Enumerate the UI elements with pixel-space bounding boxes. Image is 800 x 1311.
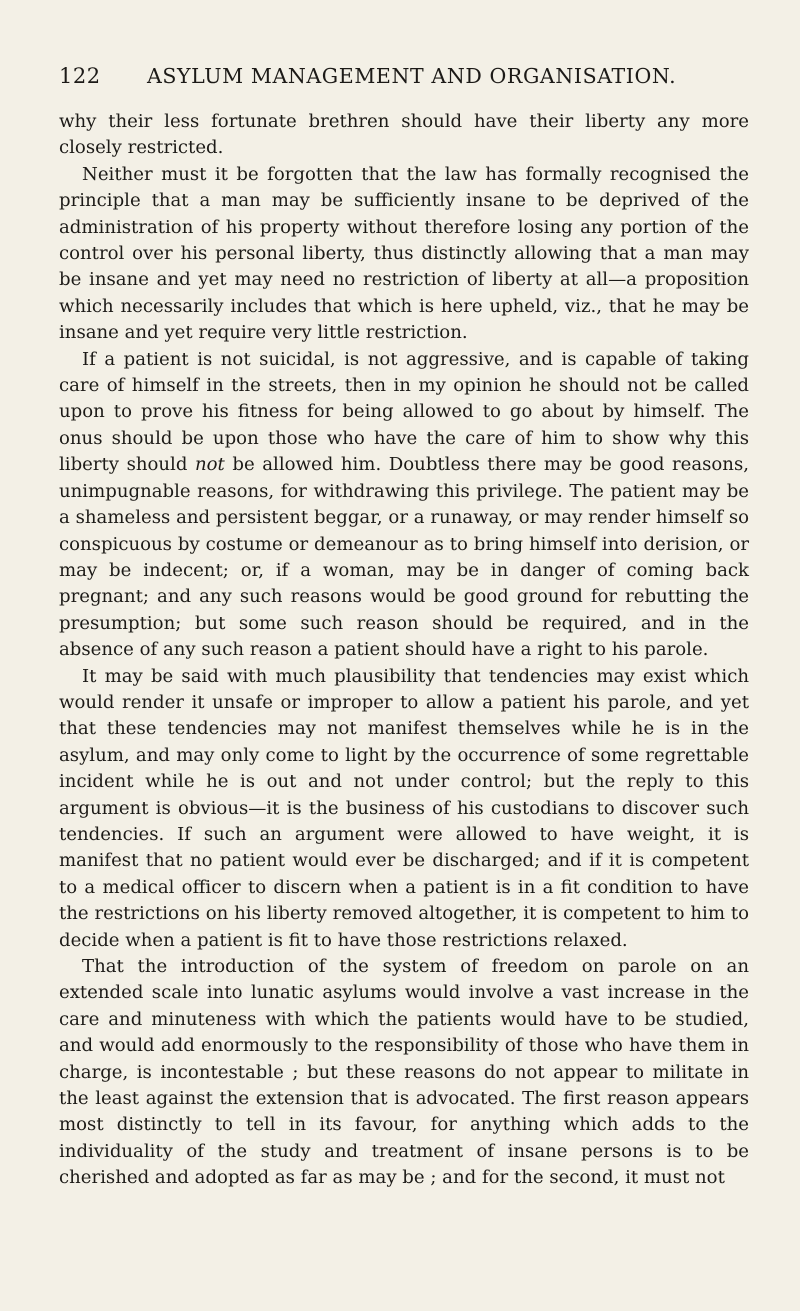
paragraph-3-part-1: If a patient is not suicidal, is not aggressive, and is capable of taking care of himself in the streets, then in my opinion he should not be called upon to prove his fitness for being allowed to go about by himself. The onus should be upon those who have the care of him to show why this liberty should bbox=[59, 348, 749, 476]
page-number: 122 bbox=[59, 64, 101, 88]
body-text bbox=[59, 109, 749, 1192]
paragraph-3 bbox=[59, 347, 749, 664]
emphasis-not: not bbox=[195, 454, 225, 476]
running-head bbox=[59, 64, 749, 94]
paragraph-4: It may be said with much plausibility that tendencies may exist which would render it unsafe or improper to allow a patient his parole, and yet that these tendencies may not manifest themselves while he is in the asylum, and may only come to light by the occurrence of some regrettable incident while he is out and not under control; but the reply to this argument is obvious—it is the business of his custodians to discover such tendencies. If such an argument were allowed to have weight, it is manifest that no patient would ever be discharged; and if it is competent to a medical officer to discern when a patient is in a fit condition to have the restrictions on his liberty removed altogether, it is competent to him to decide when a patient is fit to have those restrictions relaxed. bbox=[59, 665, 749, 951]
running-head-title: ASYLUM MANAGEMENT AND ORGANISATION. bbox=[147, 64, 677, 88]
paragraph-5: That the introduction of the system of freedom on parole on an extended scale into lunatic asylums would involve a vast increase in the care and minuteness with which the patients would have to be studied, and would add enormously to the responsibility of those who have them in charge, is incontestable ; but these reasons do not appear to militate in the least against the extension that is advocated. The first reason appears most distinctly to tell in its favour, for anything which adds to the individuality of the study and treatment of insane persons is to be cherished and adopted as far as may be ; and for the second, it must not bbox=[59, 956, 749, 1189]
paragraph-3-part-2: be allowed him. Doubtless there may be good reasons, unimpugnable reasons, for withdrawing this privilege. The patient may be a shameless and persistent beggar, or a runaway, or may render himself so conspicuous by costume or demeanour as to bring himself into derision, or may be indecent; or, if a woman, may be in danger of coming back pregnant; and any such reasons would be good ground for rebutting the presumption; but some such reason should be required, and in the absence of any such reason a patient should have a right to his parole. bbox=[59, 454, 749, 661]
paragraph-2: Neither must it be forgotten that the law has formally recognised the principle that a man may be sufficiently insane to be deprived of the administration of his property without therefore losing any portion of the control over his personal liberty, thus distinctly allowing that a man may be insane and yet may need no restriction of liberty at all—a proposition which necessarily includes that which is here upheld, viz., that he may be insane and yet require very little restriction. bbox=[59, 163, 749, 344]
paragraph-1: why their less fortunate brethren should have their liberty any more closely restricted. bbox=[59, 111, 749, 159]
